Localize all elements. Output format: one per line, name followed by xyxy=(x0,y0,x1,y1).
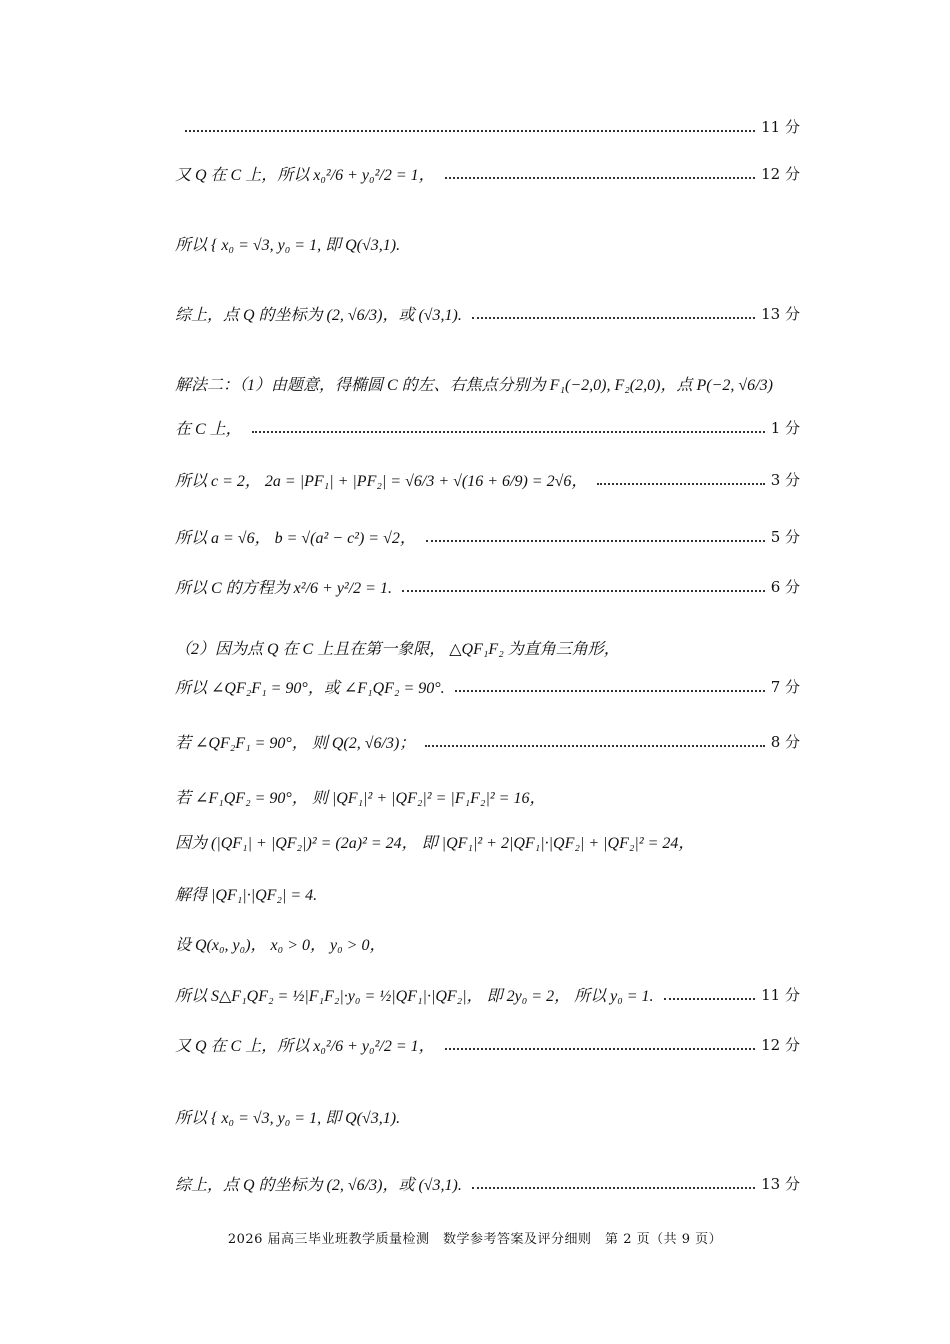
leader-dots xyxy=(472,1187,755,1189)
line-text: 综上，点 Q 的坐标为 (2, √6/3)，或 (√3,1). xyxy=(175,1177,462,1194)
leader-dots xyxy=(425,745,764,747)
line-text: （2）因为点 Q 在 C 上且在第一象限， △QF₁F₂ 为直角三角形， xyxy=(175,641,620,658)
line-text: 所以 a = √6， b = √(a² − c²) = √2， xyxy=(175,530,416,547)
leader-dots xyxy=(402,590,765,592)
answer-line xyxy=(175,1105,800,1128)
answer-line xyxy=(175,675,800,698)
answer-line xyxy=(175,983,800,1006)
line-text: 若 ∠F₁QF₂ = 90°， 则 |QF₁|² + |QF₂|² = |F₁F₂|² = 16， xyxy=(175,790,546,807)
line-text: 解法二：（1）由题意，得椭圆 C 的左、右焦点分别为 F₁(−2,0), F₂(2,0)，点 P(−2, √6/3) xyxy=(175,377,773,394)
leader-dots xyxy=(445,1048,756,1050)
leader-dots xyxy=(664,998,756,1000)
answer-line xyxy=(175,162,800,185)
answer-line xyxy=(175,882,800,905)
score-label: 11 分 xyxy=(761,118,800,136)
leader-dots xyxy=(426,540,765,542)
line-text: 在 C 上， xyxy=(175,421,242,438)
line-text: 所以 c = 2， 2a = |PF₁| + |PF₂| = √6/3 + √(16 + 6/9) = 2√6， xyxy=(175,473,588,490)
answer-line xyxy=(175,468,800,491)
line-text: 又 Q 在 C 上，所以 x₀²/6 + y₀²/2 = 1， xyxy=(175,167,435,184)
line-text: 因为 (|QF₁| + |QF₂|)² = (2a)² = 24， 即 |QF₁|² + 2|QF₁|·|QF₂| + |QF₂|² = 24， xyxy=(175,835,695,852)
line-text: 所以 { x₀ = √3, y₀ = 1, 即 Q(√3,1). xyxy=(175,237,401,254)
line-text: 又 Q 在 C 上，所以 x₀²/6 + y₀²/2 = 1， xyxy=(175,1038,435,1055)
leader-dots xyxy=(445,177,756,179)
answer-line xyxy=(175,1172,800,1195)
line-text: 设 Q(x₀, y₀)， x₀ > 0， y₀ > 0， xyxy=(175,937,386,954)
line-text: 解得 |QF₁|·|QF₂| = 4. xyxy=(175,887,318,904)
score-label: 6 分 xyxy=(770,578,800,596)
answer-line xyxy=(175,302,800,325)
score-label: 3 分 xyxy=(770,471,800,489)
leader-dots xyxy=(472,317,755,319)
score-label: 8 分 xyxy=(770,733,800,751)
score-label: 13 分 xyxy=(761,1175,800,1193)
score-label: 13 分 xyxy=(761,305,800,323)
leader-dots xyxy=(455,690,765,692)
answer-line xyxy=(175,785,800,808)
answer-line xyxy=(175,830,800,853)
answer-line xyxy=(175,636,800,659)
leader-dots xyxy=(252,431,765,433)
answer-line xyxy=(175,116,800,137)
answer-line xyxy=(175,416,800,439)
answer-line xyxy=(175,232,800,255)
answer-line xyxy=(175,1033,800,1056)
leader-dots xyxy=(185,130,755,132)
score-label: 12 分 xyxy=(761,1036,800,1054)
line-text: 若 ∠QF₂F₁ = 90°， 则 Q(2, √6/3)； xyxy=(175,735,416,752)
line-text: 所以 S△F₁QF₂ = ½|F₁F₂|·y₀ = ½|QF₁|·|QF₂|， 即 2y₀ = 2， 所以 y₀ = 1. xyxy=(175,988,654,1005)
answer-line xyxy=(175,525,800,548)
leader-dots xyxy=(597,483,764,485)
line-text: 所以 { x₀ = √3, y₀ = 1, 即 Q(√3,1). xyxy=(175,1110,401,1127)
line-text: 所以 ∠QF₂F₁ = 90°，或 ∠F₁QF₂ = 90°. xyxy=(175,680,445,697)
answer-line xyxy=(175,932,800,955)
score-label: 1 分 xyxy=(770,419,800,437)
line-text: 综上，点 Q 的坐标为 (2, √6/3)，或 (√3,1). xyxy=(175,307,462,324)
answer-line xyxy=(175,575,800,598)
line-text: 所以 C 的方程为 x²/6 + y²/2 = 1. xyxy=(175,580,392,597)
score-label: 5 分 xyxy=(770,528,800,546)
answer-line xyxy=(175,730,800,753)
score-label: 12 分 xyxy=(761,165,800,183)
page-footer: 2026 届高三毕业班教学质量检测 数学参考答案及评分细则 第 2 页（共 9 页） xyxy=(227,1232,723,1247)
score-label: 11 分 xyxy=(761,986,800,1004)
score-label: 7 分 xyxy=(770,678,800,696)
answer-line xyxy=(175,372,800,395)
